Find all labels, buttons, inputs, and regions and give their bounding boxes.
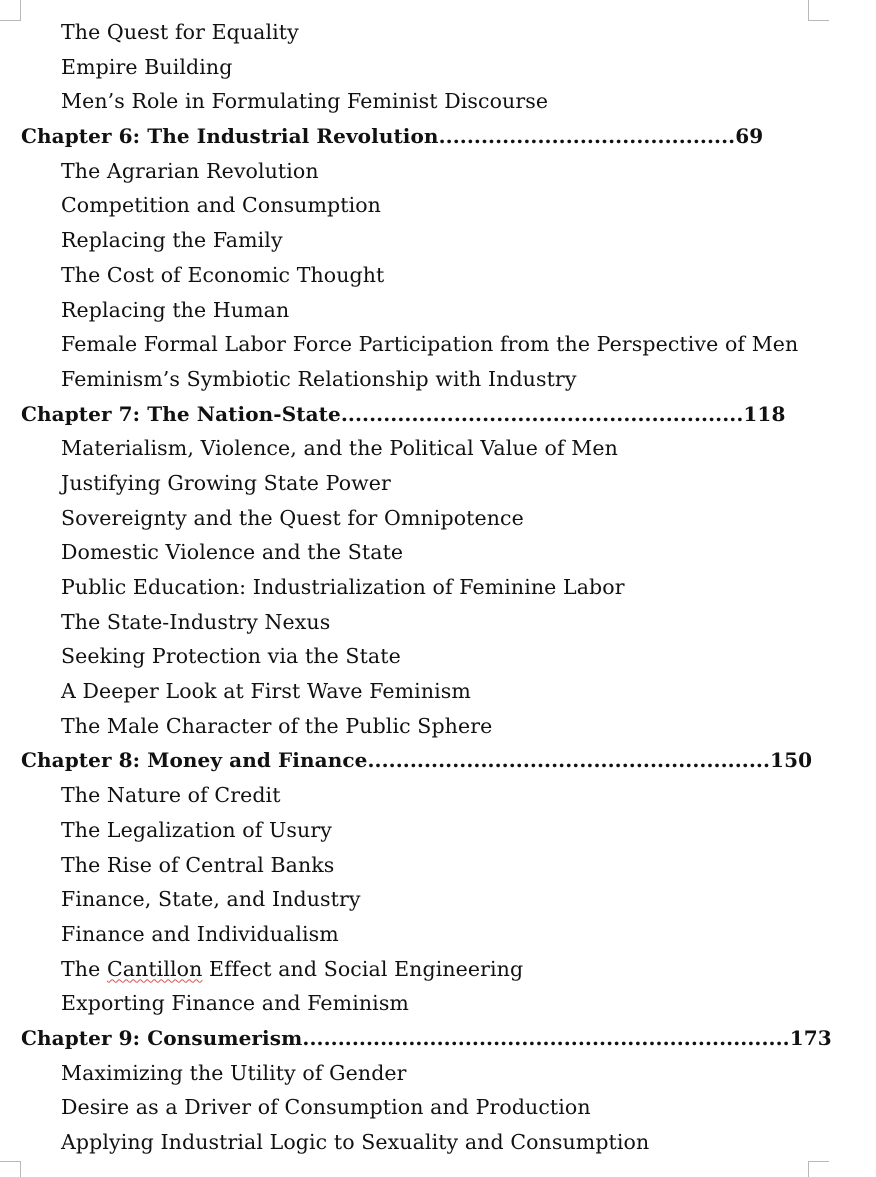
- toc-section-line[interactable]: Replacing the Human: [61, 297, 290, 322]
- toc-section-line[interactable]: A Deeper Look at First Wave Feminism: [61, 679, 471, 704]
- toc-section-line[interactable]: Maximizing the Utility of Gender: [61, 1060, 407, 1085]
- toc-section-line[interactable]: The Nature of Credit: [61, 783, 281, 808]
- toc-section-line[interactable]: The Rise of Central Banks: [61, 852, 335, 877]
- page-corner-mark-bottom-left: [0, 1161, 21, 1177]
- toc-chapter-line[interactable]: [0, 397, 876, 432]
- chapter-title: Chapter 6: The Industrial Revolution: [21, 124, 439, 149]
- page-number: 118: [743, 401, 786, 426]
- toc-section-line[interactable]: Sovereignty and the Quest for Omnipotence: [61, 505, 524, 530]
- toc-section-line[interactable]: Empire Building: [61, 54, 233, 79]
- toc-section-line[interactable]: Public Education: Industrialization of Feminine Labor: [61, 575, 625, 599]
- dot-leader: .........................................................: [367, 748, 771, 773]
- toc-chapter-line[interactable]: [0, 119, 876, 154]
- toc-section-line[interactable]: Desire as a Driver of Consumption and Production: [61, 1095, 591, 1120]
- toc-section-line[interactable]: Applying Industrial Logic to Sexuality and Consumption: [61, 1130, 650, 1154]
- dot-leader: ..........................................: [438, 124, 736, 149]
- page-number: 69: [735, 124, 764, 149]
- page-number: 173: [789, 1025, 832, 1050]
- toc-section-line[interactable]: Men’s Role in Formulating Feminist Discourse: [61, 89, 549, 114]
- spellcheck-flagged-word[interactable]: Cantillon: [106, 956, 203, 981]
- chapter-title: Chapter 7: The Nation-State: [21, 401, 341, 426]
- toc-section-line[interactable]: Exporting Finance and Feminism: [61, 991, 409, 1016]
- dot-leader: .....................................................................: [302, 1025, 790, 1050]
- toc-section-line[interactable]: Seeking Protection via the State: [61, 644, 401, 669]
- toc-section-line[interactable]: Feminism’s Symbiotic Relationship with Industry: [61, 366, 577, 391]
- toc-section-line[interactable]: Finance, State, and Industry: [61, 887, 361, 912]
- toc-section-line[interactable]: Finance and Individualism: [61, 921, 339, 946]
- page-corner-mark-bottom-right: [808, 1161, 829, 1177]
- chapter-title: Chapter 8: Money and Finance: [21, 748, 368, 773]
- toc-section-line[interactable]: Materialism, Violence, and the Political Value of Men: [61, 436, 618, 461]
- toc-section-line[interactable]: The Legalization of Usury: [61, 817, 332, 842]
- toc-section-line[interactable]: Female Formal Labor Force Participation from the Perspective of Men: [61, 332, 799, 357]
- chapter-title: Chapter 9: Consumerism: [21, 1025, 303, 1050]
- toc-section-line[interactable]: Domestic Violence and the State: [61, 540, 404, 565]
- toc-section-line[interactable]: The Cost of Economic Thought: [61, 262, 385, 287]
- toc-section-line[interactable]: Competition and Consumption: [61, 193, 381, 218]
- toc-section-line[interactable]: The Quest for Equality: [61, 20, 299, 44]
- toc-chapter-line[interactable]: [0, 1021, 876, 1056]
- toc-section-line[interactable]: The Cantillon Effect and Social Engineering: [61, 956, 524, 981]
- toc-section-line[interactable]: Replacing the Family: [61, 228, 283, 253]
- toc-chapter-line[interactable]: [0, 743, 876, 778]
- toc-section-line[interactable]: The State-Industry Nexus: [61, 609, 331, 634]
- table-of-contents: [0, 15, 876, 1160]
- toc-section-line[interactable]: The Agrarian Revolution: [61, 158, 319, 183]
- toc-section-line[interactable]: Justifying Growing State Power: [61, 470, 391, 495]
- page-number: 150: [770, 748, 813, 773]
- dot-leader: .........................................................: [340, 401, 744, 426]
- toc-section-line[interactable]: The Male Character of the Public Sphere: [61, 713, 493, 738]
